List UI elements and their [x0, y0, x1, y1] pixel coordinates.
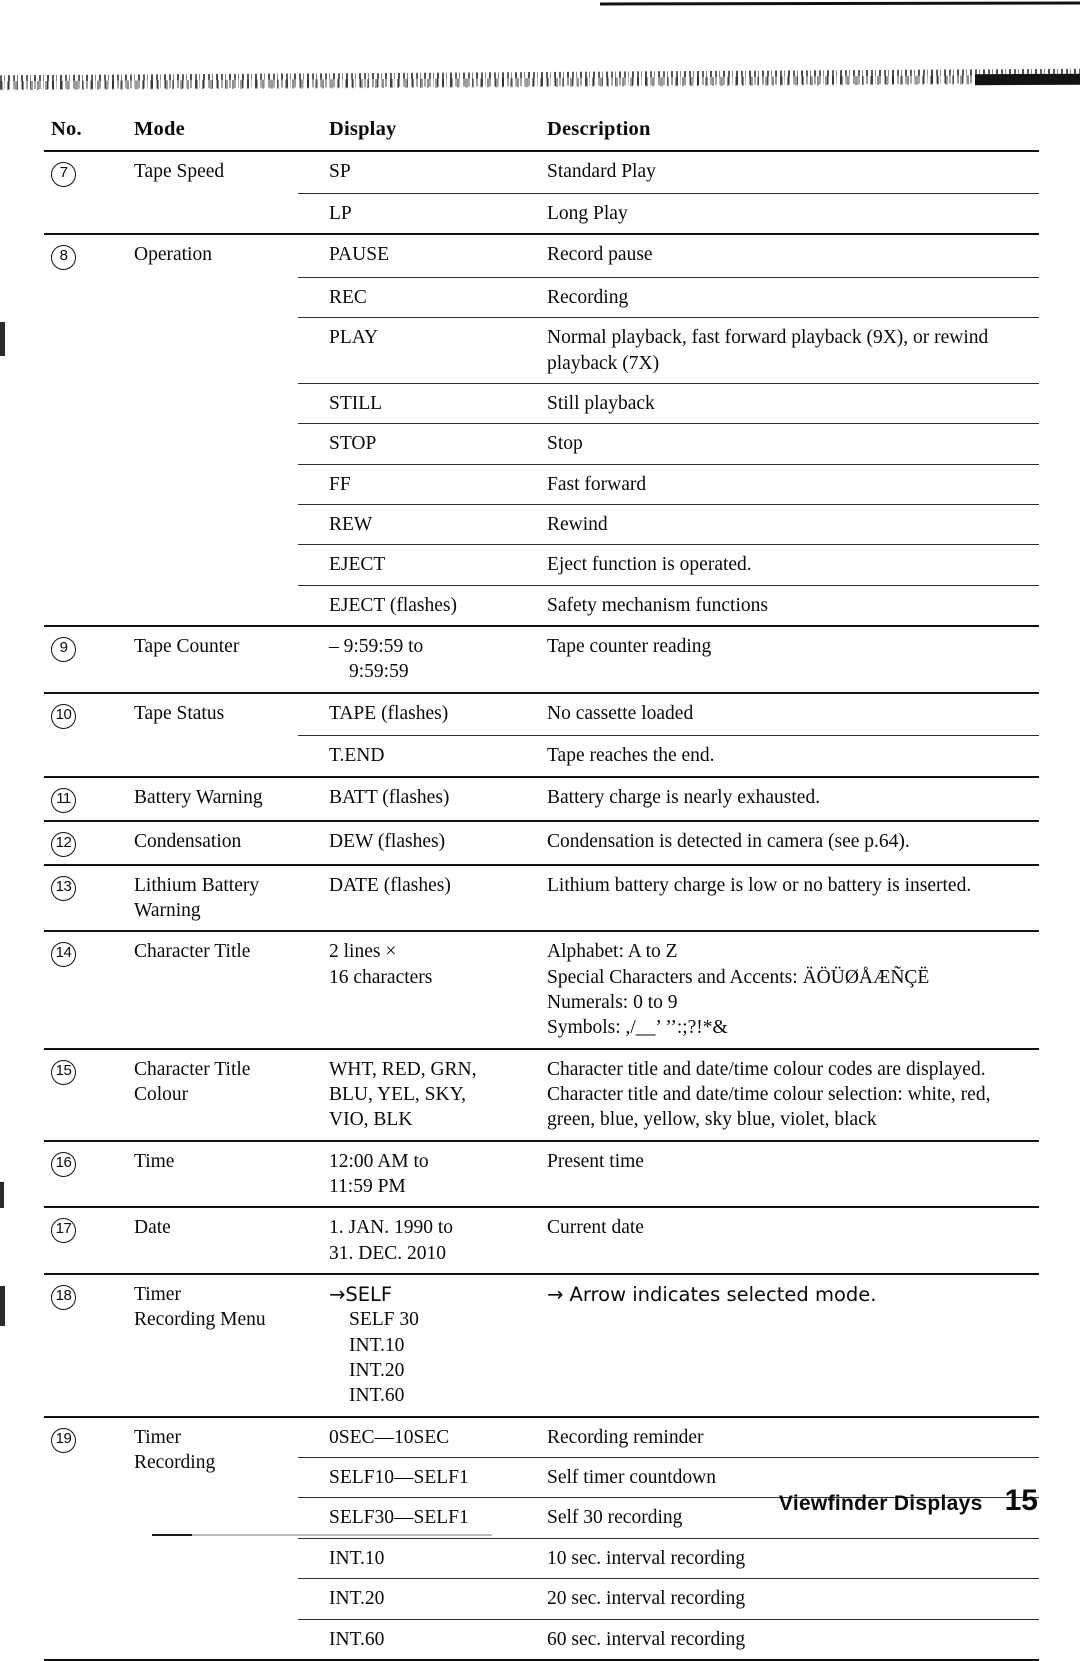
row-number — [44, 585, 113, 626]
row-mode-line: Recording Menu — [134, 1309, 266, 1331]
row-display-line: 2 lines × — [329, 941, 397, 963]
row-display-line: INT.10 — [349, 1334, 405, 1356]
footer-section-label: Viewfinder Displays — [778, 1492, 983, 1515]
row-description: Lithium battery charge is low or no battery is inserted. — [522, 865, 1039, 932]
row-display: TAPE (flashes) — [298, 693, 522, 736]
row-display: EJECT — [298, 545, 522, 585]
row-description: Recording — [522, 277, 1039, 317]
table-row — [44, 1141, 1039, 1208]
circled-number: 10 — [51, 704, 76, 729]
row-number — [44, 1274, 113, 1417]
row-description: Long Play — [522, 194, 1039, 235]
row-number — [44, 821, 113, 865]
row-display-line: 16 characters — [329, 966, 433, 988]
row-description: Stop — [522, 424, 1039, 464]
row-mode: Tape Status — [113, 693, 298, 736]
row-display — [298, 626, 522, 693]
row-description: Eject function is operated. — [522, 545, 1039, 585]
page-number: 15 — [1004, 1484, 1038, 1517]
circled-number: 13 — [51, 876, 76, 901]
circled-number: 15 — [51, 1060, 76, 1085]
row-description: Recording reminder — [522, 1417, 1039, 1458]
table-row — [44, 777, 1039, 821]
row-display: BATT (flashes) — [298, 777, 522, 821]
row-display: INT.60 — [298, 1619, 522, 1660]
row-mode: Date — [113, 1207, 298, 1274]
row-display-line: – 9:59:59 to — [329, 636, 424, 658]
row-display: DATE (flashes) — [298, 865, 522, 932]
row-mode — [113, 1274, 298, 1417]
row-description-line: Symbols: ,/__’ ’’:;?!*& — [547, 1017, 728, 1039]
header-display: Display — [329, 118, 397, 140]
row-mode: Tape Counter — [113, 626, 298, 693]
table-row — [44, 234, 1039, 277]
table-row — [44, 1207, 1039, 1274]
row-description-line: Alphabet: A to Z — [547, 941, 678, 963]
row-mode-line: Recording — [134, 1452, 216, 1474]
row-display — [298, 1274, 522, 1417]
circled-number: 9 — [51, 637, 76, 662]
row-description: 20 sec. interval recording — [522, 1579, 1039, 1619]
row-mode — [113, 384, 298, 424]
table-row — [44, 693, 1039, 736]
row-mode — [113, 277, 298, 317]
row-description: Self timer countdown — [522, 1458, 1039, 1498]
row-number — [44, 736, 113, 777]
row-mode — [113, 318, 298, 384]
row-display: INT.20 — [298, 1579, 522, 1619]
circled-number: 16 — [51, 1152, 76, 1177]
row-description-line: Character title and date/time colour selection: white, red, — [547, 1084, 991, 1106]
table-header-row — [44, 114, 1039, 151]
circled-number: 18 — [51, 1285, 76, 1310]
row-mode: Condensation — [113, 821, 298, 865]
row-mode: Battery Warning — [113, 777, 298, 821]
table-row — [44, 505, 1039, 545]
row-display — [298, 931, 522, 1048]
row-mode — [113, 585, 298, 626]
header-no: No. — [51, 118, 82, 140]
row-display — [298, 1049, 522, 1141]
row-mode-line: Colour — [134, 1084, 189, 1106]
table-row — [44, 1417, 1039, 1458]
row-display: SP — [298, 151, 522, 194]
table-row — [44, 194, 1039, 235]
row-display: REC — [298, 277, 522, 317]
row-display-line: 1. JAN. 1990 to — [329, 1217, 454, 1239]
row-number — [44, 865, 113, 932]
row-description: Tape reaches the end. — [522, 736, 1039, 777]
row-mode — [113, 545, 298, 585]
table-row — [44, 1274, 1039, 1417]
row-display — [298, 1207, 522, 1274]
row-display: INT.10 — [298, 1538, 522, 1578]
scan-artifact-left-edge-mark-2 — [0, 1182, 4, 1208]
row-description: Safety mechanism functions — [522, 585, 1039, 626]
row-display-line-selected: →SELF — [329, 1283, 393, 1307]
row-display: EJECT (flashes) — [298, 585, 522, 626]
row-display — [298, 1141, 522, 1208]
row-display: STOP — [298, 424, 522, 464]
row-mode — [113, 464, 298, 504]
row-display: PAUSE — [298, 234, 522, 277]
row-number — [44, 464, 113, 504]
row-description: Standard Play — [522, 151, 1039, 194]
row-mode: Time — [113, 1141, 298, 1208]
page-footer — [779, 1484, 1038, 1518]
row-mode-line: Lithium Battery — [134, 874, 260, 896]
circled-number: 7 — [51, 162, 76, 187]
row-description: Fast forward — [522, 464, 1039, 504]
header-description: Description — [547, 118, 651, 140]
row-display: DEW (flashes) — [298, 821, 522, 865]
row-mode: Tape Speed — [113, 151, 298, 194]
table-row — [44, 424, 1039, 464]
row-number — [44, 151, 113, 194]
row-display-line: INT.60 — [349, 1385, 405, 1407]
table-row — [44, 1049, 1039, 1141]
row-description: Current date — [522, 1207, 1039, 1274]
row-description: Battery charge is nearly exhausted. — [522, 777, 1039, 821]
row-mode — [113, 1049, 298, 1141]
row-description-line: Character title and date/time colour codes are displayed. — [547, 1058, 986, 1080]
row-display: STILL — [298, 384, 522, 424]
row-display: 0SEC—10SEC — [298, 1417, 522, 1458]
row-description: Record pause — [522, 234, 1039, 277]
row-display-line: WHT, RED, GRN, — [329, 1058, 477, 1080]
row-number — [44, 424, 113, 464]
row-number — [44, 545, 113, 585]
circled-number: 12 — [51, 832, 76, 857]
row-mode — [113, 505, 298, 545]
row-description-line: Special Characters and Accents: ÄÖÜØÅÆÑÇË — [547, 966, 930, 988]
row-mode-line: Warning — [134, 899, 201, 921]
row-number — [44, 194, 113, 235]
table-row — [44, 821, 1039, 865]
table-row — [44, 384, 1039, 424]
row-description: Present time — [522, 1141, 1039, 1208]
row-mode — [113, 424, 298, 464]
row-mode-line: Timer — [134, 1284, 181, 1306]
circled-number: 8 — [51, 245, 76, 270]
row-display-line: 12:00 AM to — [329, 1150, 429, 1172]
table-row — [44, 277, 1039, 317]
circled-number: 11 — [51, 788, 76, 813]
row-number — [44, 777, 113, 821]
row-number — [44, 384, 113, 424]
table-row — [44, 585, 1039, 626]
row-display-line: 11:59 PM — [329, 1176, 406, 1198]
row-description: Tape counter reading — [522, 626, 1039, 693]
row-display-line: 9:59:59 — [349, 661, 409, 683]
table-row — [44, 545, 1039, 585]
row-number — [44, 693, 113, 736]
row-mode-line: Character Title — [134, 1058, 251, 1080]
row-display: SELF10—SELF1 — [298, 1458, 522, 1498]
row-description: Self 30 recording — [522, 1498, 1039, 1538]
table-row — [44, 931, 1039, 1048]
row-description: Rewind — [522, 505, 1039, 545]
row-mode: Operation — [113, 234, 298, 277]
table-row — [44, 464, 1039, 504]
header-mode: Mode — [134, 118, 185, 140]
viewfinder-displays-table — [44, 114, 1039, 1661]
row-display: PLAY — [298, 318, 522, 384]
row-number — [44, 318, 113, 384]
row-display-line: 31. DEC. 2010 — [329, 1242, 446, 1264]
row-description: Normal playback, fast forward playback (9X), or rewind playback (7X) — [522, 318, 1039, 384]
row-description-line: green, blue, yellow, sky blue, violet, black — [547, 1109, 877, 1131]
scan-artifact-right-blot — [975, 74, 1080, 86]
row-mode — [113, 194, 298, 235]
row-display: REW — [298, 505, 522, 545]
row-mode-line: Timer — [134, 1426, 181, 1448]
row-number — [44, 626, 113, 693]
row-display: LP — [298, 194, 522, 235]
row-description: 10 sec. interval recording — [522, 1538, 1039, 1578]
circled-number: 17 — [51, 1218, 76, 1243]
row-description: Still playback — [522, 384, 1039, 424]
row-number — [44, 277, 113, 317]
row-display-line: VIO, BLK — [329, 1109, 413, 1131]
circled-number: 14 — [51, 942, 76, 967]
scan-artifact-left-edge-mark-3 — [0, 1286, 5, 1326]
row-description — [522, 1049, 1039, 1141]
row-number — [44, 931, 113, 1048]
row-display-line: SELF 30 — [349, 1309, 419, 1331]
row-description: No cassette loaded — [522, 693, 1039, 736]
row-description: → Arrow indicates selected mode. — [522, 1274, 1039, 1417]
row-display: T.END — [298, 736, 522, 777]
row-number — [44, 1417, 113, 1660]
row-number — [44, 234, 113, 277]
row-display-line: BLU, YEL, SKY, — [329, 1084, 467, 1106]
circled-number: 19 — [51, 1428, 76, 1453]
row-mode: Character Title — [113, 931, 298, 1048]
row-number — [44, 1049, 113, 1141]
row-mode — [113, 865, 298, 932]
table-row — [44, 626, 1039, 693]
table-row — [44, 151, 1039, 194]
row-mode — [113, 1417, 298, 1660]
row-number — [44, 1141, 113, 1208]
row-description-line: Numerals: 0 to 9 — [547, 991, 678, 1013]
row-description: Condensation is detected in camera (see p.64). — [522, 821, 1039, 865]
row-mode — [113, 736, 298, 777]
row-description: 60 sec. interval recording — [522, 1619, 1039, 1660]
scan-artifact-left-edge-mark-1 — [0, 322, 5, 356]
table-row — [44, 736, 1039, 777]
table-row — [44, 318, 1039, 384]
row-display: FF — [298, 464, 522, 504]
row-display: SELF30—SELF1 — [298, 1498, 522, 1538]
row-number — [44, 1207, 113, 1274]
row-description — [522, 931, 1039, 1048]
row-number — [44, 505, 113, 545]
table-row — [44, 865, 1039, 932]
scan-artifact-top-rule — [600, 1, 1080, 5]
row-display-line: INT.20 — [349, 1360, 405, 1382]
